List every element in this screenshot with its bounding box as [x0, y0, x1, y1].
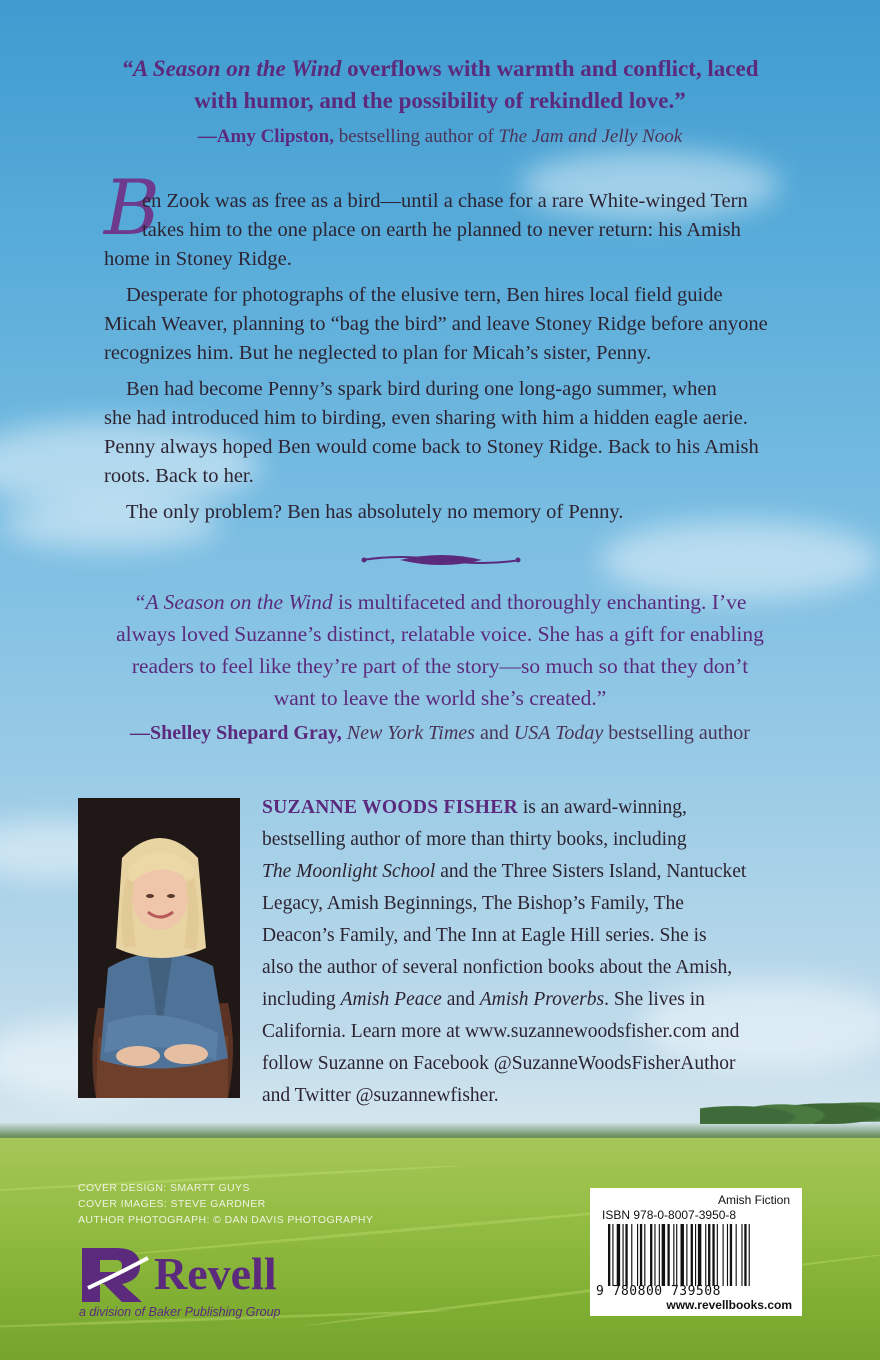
quote2-line: always loved Suzanne’s distinct, relatable voice. She has a gift for enabling [116, 622, 764, 646]
barcode-bar [662, 1224, 665, 1286]
description-line: Desperate for photographs of the elusive tern, Ben hires local field guide [126, 284, 723, 306]
barcode-bar [625, 1224, 627, 1286]
bio-line: including Amish Peace and Amish Proverbs. She lives in [262, 989, 705, 1010]
quote2-attribution: —Shelley Shepard Gray, New York Times and USA Today bestselling author [130, 722, 750, 744]
barcode-bar [654, 1224, 655, 1286]
barcode-bar [640, 1224, 642, 1286]
barcode-bar [686, 1224, 687, 1286]
quote1-attribution: —Amy Clipston, bestselling author of The Jam and Jelly Nook [197, 126, 683, 147]
bio-line: SUZANNE WOODS FISHER is an award-winning, [262, 797, 687, 818]
barcode-bar [744, 1224, 746, 1286]
description-line: roots. Back to her. [104, 465, 254, 487]
quote1-line: “A Season on the Wind overflows with warmth and conflict, laced [121, 56, 759, 81]
barcode-bar [676, 1224, 677, 1286]
tree-line [700, 1090, 880, 1124]
revell-r-icon [78, 1244, 150, 1304]
barcode-bar [644, 1224, 645, 1286]
bio-line: also the author of several nonfiction books about the Amish, [262, 957, 733, 978]
drop-cap: B [104, 163, 160, 252]
barcode-bar [608, 1224, 610, 1286]
publisher-logo [78, 1244, 378, 1324]
bio-line: California. Learn more at www.suzannewoodsfisher.com and [262, 1021, 740, 1042]
barcode-bar [612, 1224, 613, 1286]
barcode-bar [727, 1224, 728, 1286]
barcode-bar [698, 1224, 701, 1286]
description-line: home in Stoney Ridge. [104, 248, 292, 270]
book-title: “A Season on the Wind [133, 590, 333, 614]
barcode-bar [673, 1224, 674, 1286]
description-line: The only problem? Ben has absolutely no memory of Penny. [126, 501, 624, 523]
description-line: she had introduced him to birding, even sharing with him a hidden eagle aerie. [104, 407, 748, 429]
bio-line: The Moonlight School and the Three Sisters Island, Nantucket [262, 861, 747, 882]
barcode-bar [617, 1224, 620, 1286]
barcode-bar [659, 1224, 660, 1286]
credit-cover-images: COVER IMAGES: STEVE GARDNER [78, 1198, 266, 1210]
barcode-bar [736, 1224, 737, 1286]
bio-line: follow Suzanne on Facebook @SuzanneWoodsFisherAuthor [262, 1053, 736, 1074]
barcode-bar [730, 1224, 732, 1286]
bio-line: Legacy, Amish Beginnings, The Bishop’s Family, The [262, 893, 684, 914]
barcode-bar [691, 1224, 693, 1286]
quote2-line: want to leave the world she’s created.” [273, 686, 607, 710]
quote2-line: “A Season on the Wind is multifaceted and thoroughly enchanting. I’ve [133, 590, 747, 614]
barcode-bar [650, 1224, 652, 1286]
barcode-bar [695, 1224, 696, 1286]
publisher-name: Revell [154, 1248, 277, 1299]
description-line: en Zook was as free as a bird—until a chase for a rare White-winged Tern [142, 190, 748, 212]
publisher-url: www.revellbooks.com [666, 1298, 792, 1312]
barcode-bar [717, 1224, 718, 1286]
book-title: “A Season on the Wind [121, 56, 342, 81]
barcode-bar [623, 1224, 624, 1286]
description-line: takes him to the one place on earth he planned to never return: his Amish [142, 219, 741, 241]
cloud [600, 520, 880, 600]
barcode-digits: 9 780800 739508 [596, 1284, 721, 1299]
barcode-bar [708, 1224, 710, 1286]
description-line: Penny always hoped Ben would come back to Stoney Ridge. Back to his Amish [104, 436, 759, 458]
genre-label: Amish Fiction [717, 1193, 790, 1207]
barcode-bar [637, 1224, 638, 1286]
author-name: SUZANNE WOODS FISHER [262, 797, 518, 818]
credit-cover-design: COVER DESIGN: SMARTT GUYS [78, 1182, 250, 1194]
barcode-icon [608, 1224, 792, 1286]
quote1-line: with humor, and the possibility of rekindled love.” [194, 88, 686, 113]
barcode-bar [681, 1224, 684, 1286]
bio-line: Deacon’s Family, and The Inn at Eagle Hill series. She is [262, 925, 707, 946]
bio-line: and Twitter @suzannewfisher. [262, 1085, 499, 1106]
description-line: Ben had become Penny’s spark bird during one long-ago summer, when [126, 378, 717, 400]
ornament-divider [360, 550, 522, 570]
barcode-bar [631, 1224, 632, 1286]
barcode-bar [705, 1224, 706, 1286]
description-line: recognizes him. But he neglected to plan for Micah’s sister, Penny. [104, 342, 652, 364]
barcode-bar [723, 1224, 724, 1286]
quote2-line: readers to feel like they’re part of the story—so much so that they don’t [131, 654, 749, 678]
publisher-subtitle: a division of Baker Publishing Group [79, 1305, 281, 1319]
description-line: Micah Weaver, planning to “bag the bird” and leave Stoney Ridge before anyone [104, 313, 768, 335]
barcode-box [590, 1188, 802, 1316]
isbn-text: ISBN 978-0-8007-3950-8 [602, 1208, 737, 1222]
author-portrait [78, 798, 240, 1098]
barcode-bar [712, 1224, 714, 1286]
barcode-bar [741, 1224, 742, 1286]
barcode-bar [667, 1224, 669, 1286]
credit-author-photo: AUTHOR PHOTOGRAPH: © DAN DAVIS PHOTOGRAPHY [78, 1214, 374, 1226]
bio-line: bestselling author of more than thirty books, including [262, 829, 687, 850]
barcode-bar [749, 1224, 750, 1286]
author-photo [78, 798, 240, 1098]
